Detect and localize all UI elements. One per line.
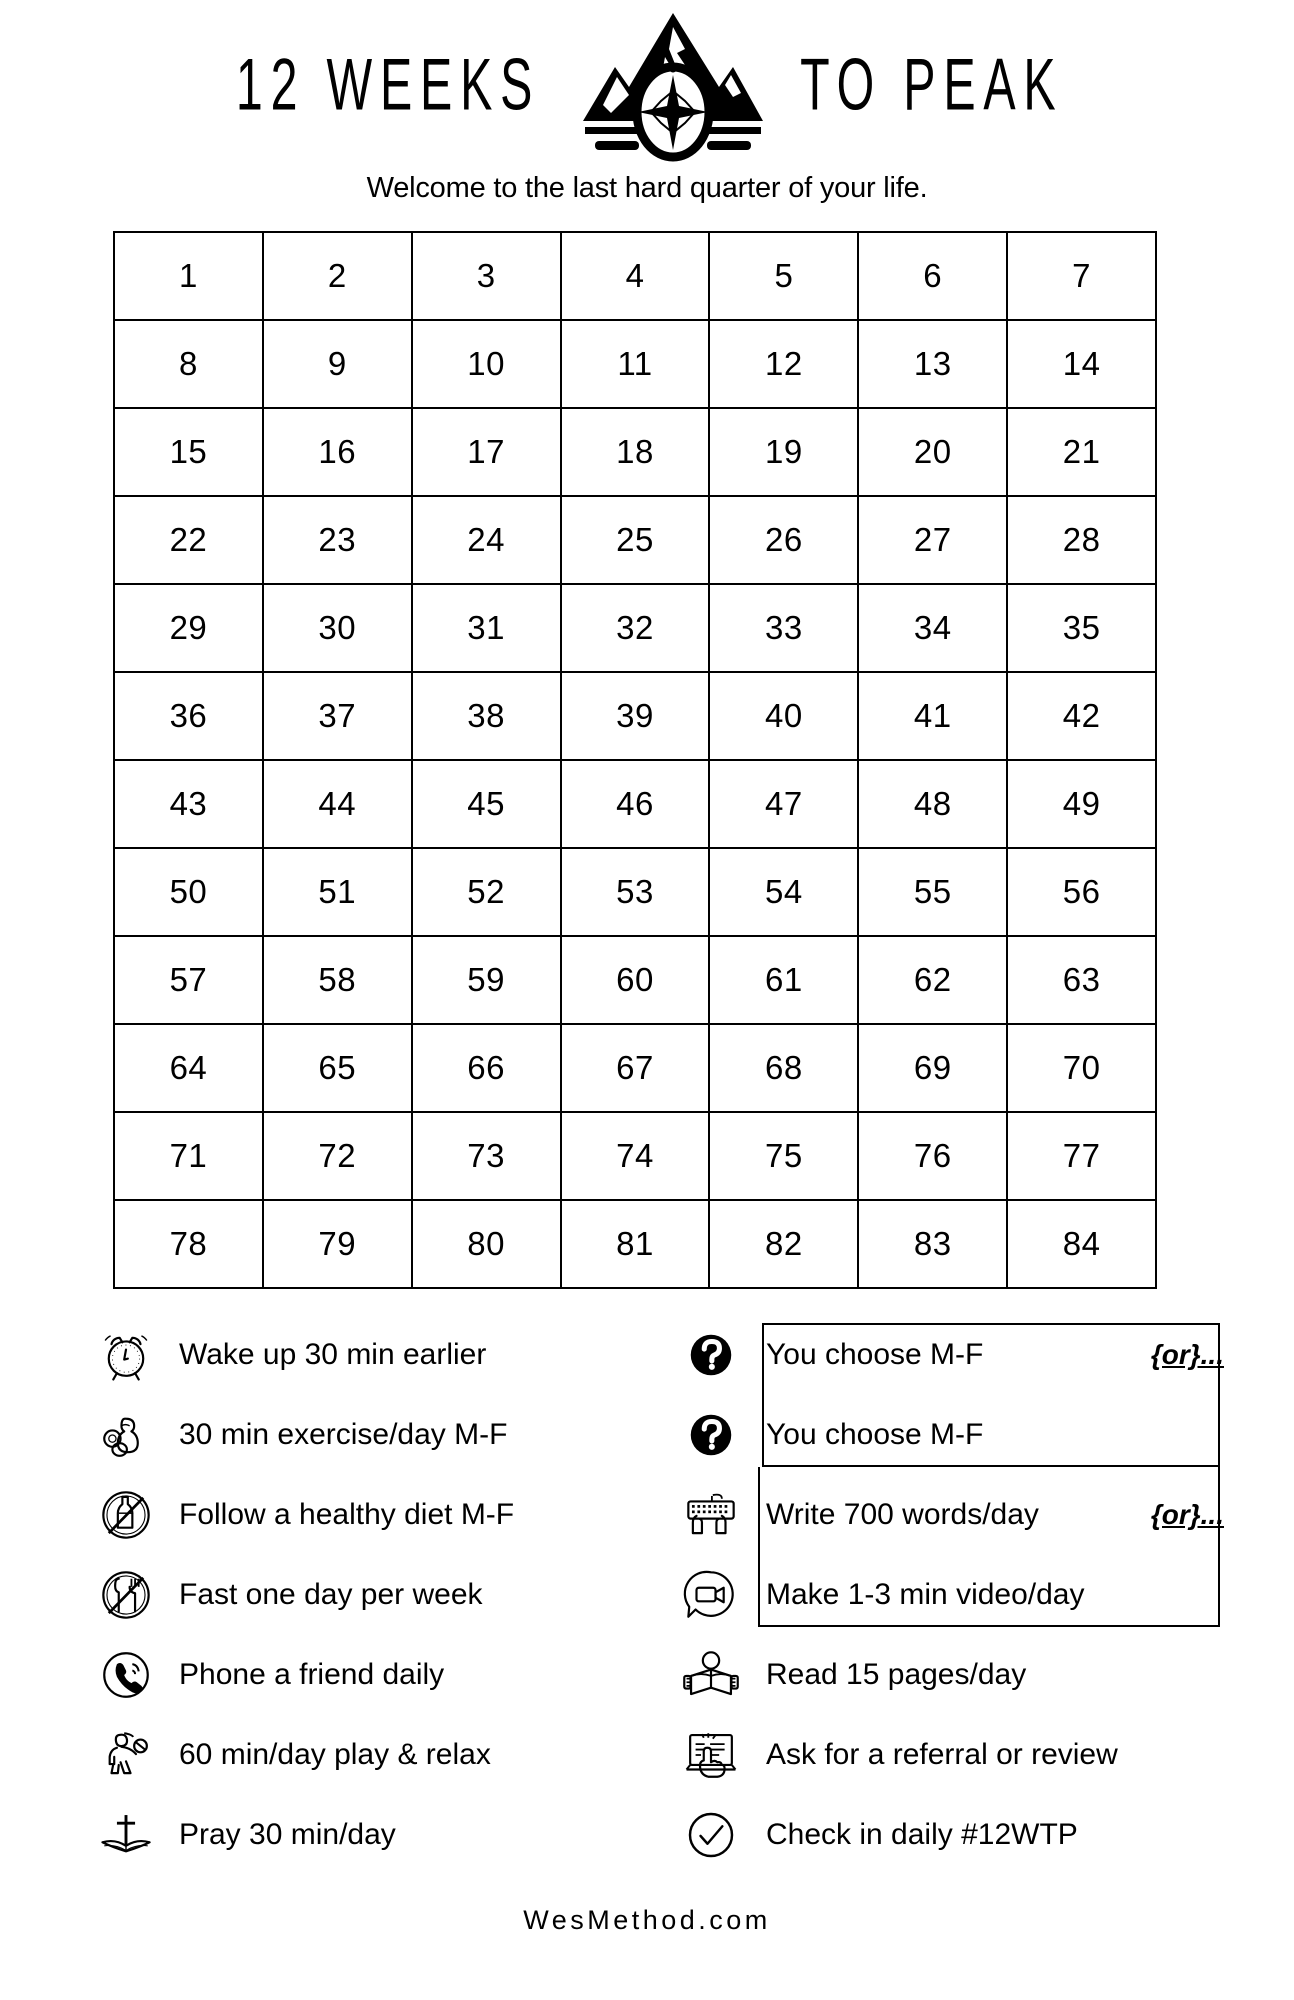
habit-row[interactable] (95, 1315, 655, 1395)
day-cell[interactable]: 4 (562, 233, 711, 321)
day-cell[interactable]: 11 (562, 321, 711, 409)
habit-row[interactable] (680, 1555, 1240, 1635)
day-cell[interactable]: 49 (1008, 761, 1157, 849)
day-cell[interactable]: 17 (413, 409, 562, 497)
day-cell[interactable]: 30 (264, 585, 413, 673)
day-cell[interactable]: 84 (1008, 1201, 1157, 1289)
day-cell[interactable]: 36 (115, 673, 264, 761)
title-left-text: 12 WEEKS (236, 44, 541, 127)
review-hand-icon (680, 1724, 742, 1786)
question-mark-icon (680, 1324, 742, 1386)
habit-label-group (742, 1338, 1240, 1372)
phone-call-icon (95, 1644, 157, 1706)
page-subtitle: Welcome to the last hard quarter of your life. (366, 172, 928, 204)
day-cell[interactable]: 81 (562, 1201, 711, 1289)
day-cell[interactable]: 9 (264, 321, 413, 409)
habit-row[interactable] (680, 1795, 1240, 1875)
day-cell[interactable]: 6 (859, 233, 1008, 321)
day-cell[interactable]: 23 (264, 497, 413, 585)
day-cell[interactable]: 33 (710, 585, 859, 673)
day-cell[interactable]: 28 (1008, 497, 1157, 585)
grid-row (115, 1201, 1157, 1289)
habit-label: Pray 30 min/day (179, 1818, 396, 1851)
day-cell[interactable]: 20 (859, 409, 1008, 497)
habit-row[interactable] (95, 1795, 655, 1875)
day-cell[interactable]: 22 (115, 497, 264, 585)
video-camera-icon (680, 1564, 742, 1626)
day-cell[interactable]: 74 (562, 1113, 711, 1201)
day-cell[interactable]: 73 (413, 1113, 562, 1201)
day-cell[interactable]: 63 (1008, 937, 1157, 1025)
habit-label-group (742, 1498, 1240, 1532)
day-cell[interactable]: 24 (413, 497, 562, 585)
day-cell[interactable]: 1 (115, 233, 264, 321)
day-cell[interactable]: 48 (859, 761, 1008, 849)
day-cell[interactable]: 26 (710, 497, 859, 585)
habit-row[interactable] (680, 1475, 1240, 1555)
day-cell[interactable]: 56 (1008, 849, 1157, 937)
open-book-icon (680, 1644, 742, 1706)
habit-row[interactable] (95, 1555, 655, 1635)
day-cell[interactable]: 3 (413, 233, 562, 321)
day-cell[interactable]: 41 (859, 673, 1008, 761)
kettlebell-icon (95, 1404, 157, 1466)
habit-label: Make 1-3 min video/day (766, 1578, 1085, 1611)
or-alternative-tag: {or}... (1150, 1339, 1224, 1370)
day-cell[interactable]: 79 (264, 1201, 413, 1289)
day-cell[interactable]: 46 (562, 761, 711, 849)
day-tracker-grid (113, 231, 1157, 1289)
title-right-text: TO PEAK (800, 44, 1064, 127)
page-header (0, 6, 1294, 166)
habit-label: You choose M-F (766, 1338, 984, 1371)
day-cell[interactable]: 45 (413, 761, 562, 849)
habit-label: Write 700 words/day (766, 1498, 1039, 1531)
habit-label: Follow a healthy diet M-F (179, 1498, 515, 1531)
day-cell[interactable]: 19 (710, 409, 859, 497)
habit-label: Read 15 pages/day (766, 1658, 1027, 1691)
grid-row (115, 321, 1157, 409)
grid-row (115, 497, 1157, 585)
day-cell[interactable]: 66 (413, 1025, 562, 1113)
habit-list-right (680, 1315, 1240, 1875)
play-relax-icon (95, 1724, 157, 1786)
day-cell[interactable]: 71 (115, 1113, 264, 1201)
day-cell[interactable]: 37 (264, 673, 413, 761)
day-cell[interactable]: 39 (562, 673, 711, 761)
day-cell[interactable]: 7 (1008, 233, 1157, 321)
bible-cross-icon (95, 1804, 157, 1866)
day-cell[interactable]: 42 (1008, 673, 1157, 761)
day-cell[interactable]: 50 (115, 849, 264, 937)
footer-site-url: WesMethod.com (523, 1905, 771, 1935)
habit-row[interactable] (680, 1395, 1240, 1475)
day-cell[interactable]: 2 (264, 233, 413, 321)
day-cell[interactable]: 15 (115, 409, 264, 497)
day-cell[interactable]: 69 (859, 1025, 1008, 1113)
day-cell[interactable]: 83 (859, 1201, 1008, 1289)
habit-label: You choose M-F (766, 1418, 984, 1451)
day-cell[interactable]: 62 (859, 937, 1008, 1025)
habit-label: 60 min/day play & relax (179, 1738, 491, 1771)
day-cell[interactable]: 65 (264, 1025, 413, 1113)
check-circle-icon (680, 1804, 742, 1866)
habit-list-left (95, 1315, 655, 1875)
grid-row (115, 761, 1157, 849)
day-cell[interactable]: 64 (115, 1025, 264, 1113)
mountain-compass-icon (573, 9, 773, 164)
day-cell[interactable]: 60 (562, 937, 711, 1025)
habit-row[interactable] (95, 1635, 655, 1715)
alarm-clock-icon (95, 1324, 157, 1386)
habit-row[interactable] (95, 1395, 655, 1475)
habit-label: Fast one day per week (179, 1578, 483, 1611)
day-cell[interactable]: 77 (1008, 1113, 1157, 1201)
habit-row[interactable] (95, 1475, 655, 1555)
day-cell[interactable]: 68 (710, 1025, 859, 1113)
day-cell[interactable]: 82 (710, 1201, 859, 1289)
day-cell[interactable]: 61 (710, 937, 859, 1025)
day-cell[interactable]: 58 (264, 937, 413, 1025)
grid-row (115, 673, 1157, 761)
habit-row[interactable] (680, 1635, 1240, 1715)
day-cell[interactable]: 72 (264, 1113, 413, 1201)
day-cell[interactable]: 27 (859, 497, 1008, 585)
day-cell[interactable]: 54 (710, 849, 859, 937)
habit-label: Check in daily #12WTP (766, 1818, 1078, 1851)
habit-label: 30 min exercise/day M-F (179, 1418, 508, 1451)
day-cell[interactable]: 51 (264, 849, 413, 937)
day-cell[interactable]: 52 (413, 849, 562, 937)
grid-row (115, 409, 1157, 497)
day-cell[interactable]: 76 (859, 1113, 1008, 1201)
day-cell[interactable]: 5 (710, 233, 859, 321)
grid-row (115, 849, 1157, 937)
habit-label: Ask for a referral or review (766, 1738, 1118, 1771)
day-cell[interactable]: 55 (859, 849, 1008, 937)
day-cell[interactable]: 47 (710, 761, 859, 849)
day-cell[interactable]: 14 (1008, 321, 1157, 409)
day-cell[interactable]: 57 (115, 937, 264, 1025)
day-cell[interactable]: 32 (562, 585, 711, 673)
day-cell[interactable]: 75 (710, 1113, 859, 1201)
day-cell[interactable]: 29 (115, 585, 264, 673)
habit-row[interactable] (95, 1715, 655, 1795)
habit-row[interactable] (680, 1315, 1240, 1395)
question-mark-icon (680, 1404, 742, 1466)
day-cell[interactable]: 53 (562, 849, 711, 937)
habit-row[interactable] (680, 1715, 1240, 1795)
or-alternative-tag: {or}... (1150, 1499, 1224, 1530)
habit-label: Wake up 30 min earlier (179, 1338, 487, 1371)
day-cell[interactable]: 8 (115, 321, 264, 409)
no-alcohol-icon (95, 1484, 157, 1546)
day-cell[interactable]: 16 (264, 409, 413, 497)
day-cell[interactable]: 78 (115, 1201, 264, 1289)
day-cell[interactable]: 80 (413, 1201, 562, 1289)
day-cell[interactable]: 31 (413, 585, 562, 673)
day-cell[interactable]: 43 (115, 761, 264, 849)
grid-row (115, 937, 1157, 1025)
day-cell[interactable]: 67 (562, 1025, 711, 1113)
day-cell[interactable]: 18 (562, 409, 711, 497)
grid-row (115, 1025, 1157, 1113)
day-cell[interactable]: 34 (859, 585, 1008, 673)
grid-row (115, 585, 1157, 673)
day-cell[interactable]: 40 (710, 673, 859, 761)
no-eating-icon (95, 1564, 157, 1626)
day-cell[interactable]: 12 (710, 321, 859, 409)
grid-row (115, 1113, 1157, 1201)
keyboard-icon (680, 1484, 742, 1546)
day-cell[interactable]: 59 (413, 937, 562, 1025)
day-cell[interactable]: 70 (1008, 1025, 1157, 1113)
day-cell[interactable]: 10 (413, 321, 562, 409)
grid-row (115, 233, 1157, 321)
day-cell[interactable]: 44 (264, 761, 413, 849)
day-cell[interactable]: 25 (562, 497, 711, 585)
day-cell[interactable]: 35 (1008, 585, 1157, 673)
day-cell[interactable]: 13 (859, 321, 1008, 409)
habit-label: Phone a friend daily (179, 1658, 445, 1691)
day-cell[interactable]: 38 (413, 673, 562, 761)
day-cell[interactable]: 21 (1008, 409, 1157, 497)
habit-lists (0, 1315, 1294, 1885)
